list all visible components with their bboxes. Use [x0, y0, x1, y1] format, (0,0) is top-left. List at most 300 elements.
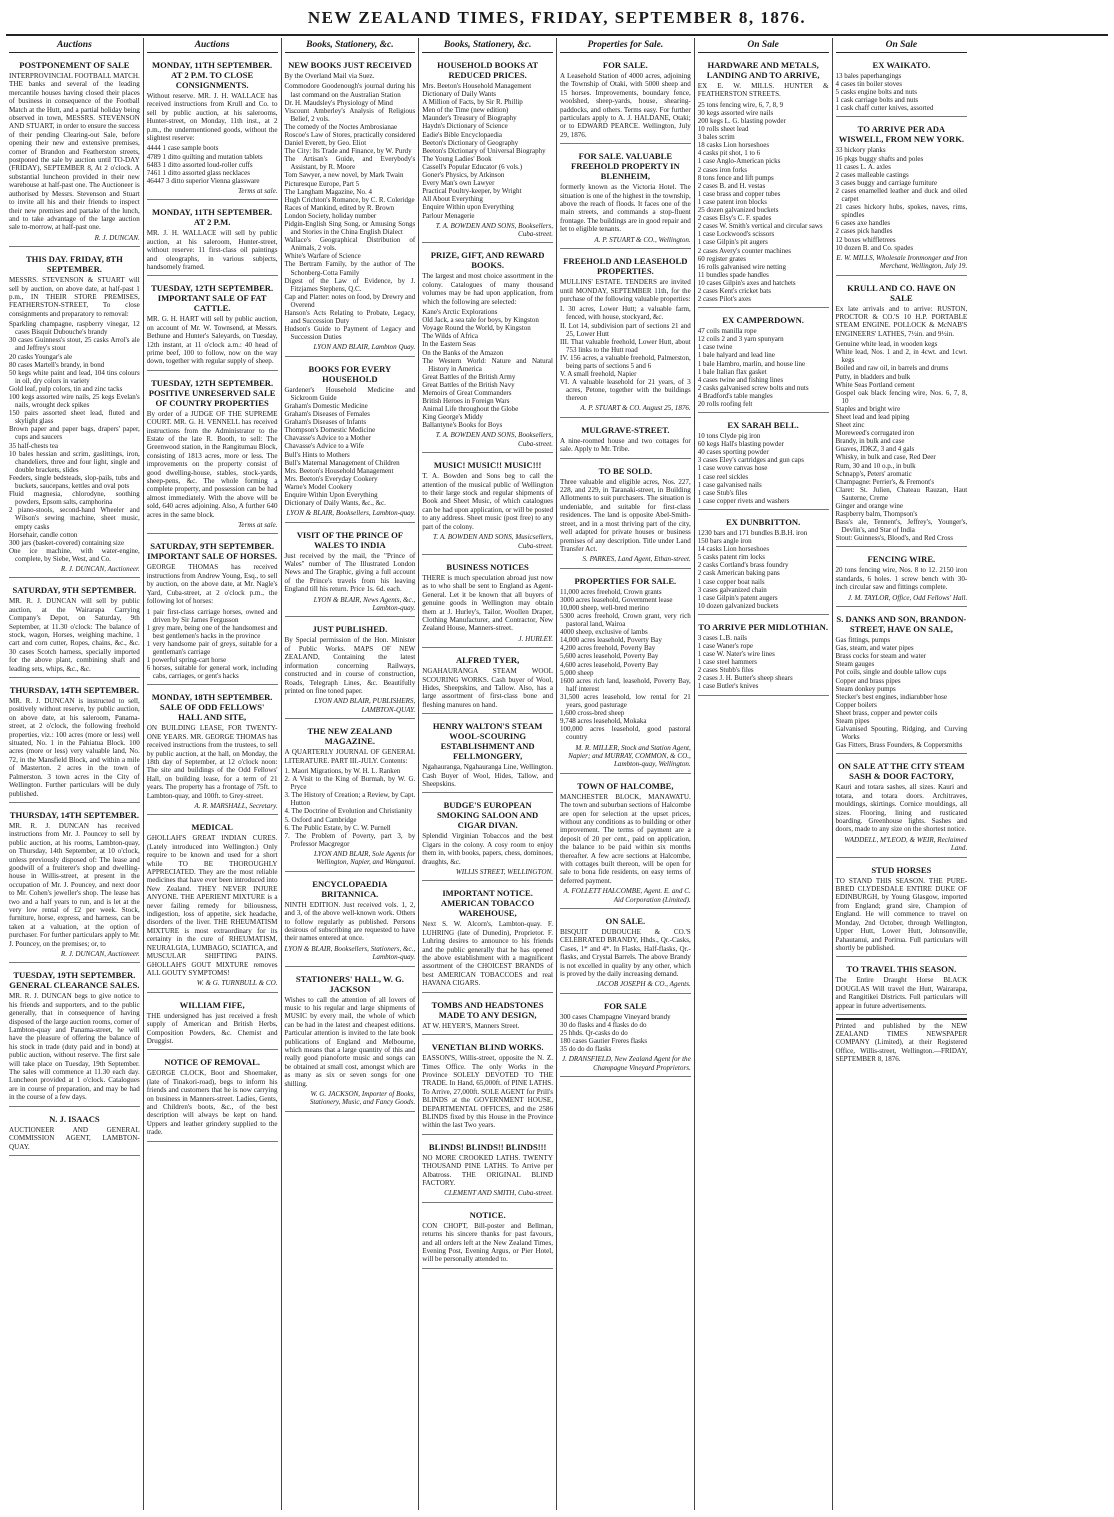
advertisement	[285, 56, 416, 357]
ad-item: 180 cases Gautier Freres flasks	[560, 1037, 648, 1046]
ad-item: The Bertram Family, by the author of The Schonberg-Cotta Family	[284, 260, 416, 277]
ad-item: Kane's Arctic Explorations	[422, 308, 498, 317]
ad-item: Ballantyne's Books for Boys	[422, 421, 503, 430]
ad-item: Warne's Model Cookery	[284, 482, 353, 491]
ad-title: MONDAY, 18TH SEPTEMBER. SALE OF ODD FELLOWS' HALL AND SITE,	[151, 692, 273, 723]
advertisement	[9, 250, 140, 578]
ad-item: 80 cases Martell's brandy, in bond	[9, 360, 105, 369]
ad-title: TOMBS AND HEADSTONES MADE TO ANY DESIGN,	[431, 999, 544, 1020]
ad-item: 7. The Problem of Poverty, part 3, by Professor Macgregor	[284, 831, 416, 848]
ad-body: MR. R. J. DUNCAN will sell by public auction, at the Wairarapa Carrying Company's Depot, on Saturday, 9th September, at 11.30 o'clock: The balance of stock, wagon, Horses, weighing machine, 1 cart and corn cutter, Ropes, chains, &c., &c. 30 cases Scotch harness, specially imported for the above plant, combining shaft and leading sets, whips, &c., &c.	[9, 597, 140, 673]
advertisement	[560, 912, 691, 994]
ad-item: 1 case Waner's rope	[697, 641, 753, 650]
ad-item: 1 case galvanised nails	[697, 480, 762, 489]
ad-item: Steam gauges	[835, 660, 875, 669]
ad-item: All About Everything	[422, 195, 483, 204]
ad-item: The Langham Magazine, No. 4	[284, 187, 372, 196]
ad-item: Beeton's Dictionary of Geography	[422, 138, 519, 147]
ad-title: KRULL AND CO. HAVE ON SALE	[847, 282, 956, 303]
ad-item: Sparkling champagne, raspberry vinegar, 12 cases Bisquit Dubouche's brandy	[9, 320, 140, 337]
advertisement	[147, 688, 278, 815]
ad-item: Whisky, in bulk and case, Red Deer	[835, 453, 936, 462]
ad-item: Brown paper and paper bags, drapers' paper, cups and saucers	[9, 425, 140, 442]
ad-item: Enquire Within Upon Everything	[284, 491, 378, 500]
ad-item-list	[285, 82, 416, 341]
ad-item: 6. The Public Estate, by C. W. Purnell	[284, 823, 391, 832]
ad-item: White's Warfare of Science	[284, 252, 361, 261]
advertisement	[836, 861, 968, 958]
ad-item: Chavasse's Advice to a Mother	[284, 434, 371, 443]
ad-item-list	[560, 1013, 691, 1053]
ad-item: 30 cases Guinness's stout, 25 casks Arrol's ale and Jeffrey's stout	[9, 336, 140, 353]
ad-item: Gas Fitters, Brass Founders, & Coppersmiths	[835, 741, 963, 750]
ad-item: VI. A valuable leasehold for 21 years, of 3 acres, Petone, together with the buildings thereon	[560, 378, 691, 403]
ad-item: 5. Oxford and Cambridge	[284, 815, 357, 824]
ad-signature: M. R. MILLER, Stock and Station Agent, Napier; and MURRAY, COMMON, & CO., Lambton-quay, Wellington.	[568, 743, 691, 769]
advertisement	[285, 360, 416, 523]
ad-item: Great Battles of the British Navy	[422, 380, 515, 389]
ad-item: 11,000 acres freehold, Crown grants	[560, 587, 662, 596]
ad-title: EX DUNBRITTON.	[725, 516, 801, 527]
ad-title: THURSDAY, 14TH SEPTEMBER.	[9, 685, 139, 696]
ad-title: STATIONERS' HALL, W. G. JACKSON	[295, 973, 404, 994]
ad-item: 2 cases Pilot's axes	[697, 295, 751, 304]
ad-item: 14,000 acres leasehold, Poverty Bay	[560, 636, 662, 645]
ad-item: Eadie's Bible Encyclopaedia	[422, 130, 503, 139]
ad-title: POSTPONEMENT OF SALE	[19, 60, 130, 70]
ad-item-list	[560, 305, 691, 402]
ad-item: Gas fittings, pumps	[835, 636, 891, 645]
advertisement	[285, 875, 416, 967]
ad-item: Maunder's Treasury of Biography	[422, 114, 517, 123]
ad-item: 2 cases Kent's cricket bats	[697, 286, 771, 295]
ad-body: NINTH EDITION. Just received vols. 1, 2, and 3, of the above well-known work. Others to follow regularly as published. Persons desirous of subscribing are requested to have their names entered at once.	[284, 900, 416, 943]
ad-item: 1 case Anglo-American picks	[697, 157, 781, 166]
ad-signature: WADDELL, M'LEOD, & WEIR, Reclaimed Land.	[844, 835, 968, 853]
advertisement	[147, 374, 278, 535]
column-6	[695, 38, 833, 1510]
ad-title: ON SALE AT THE CITY STEAM SASH & DOOR FACTORY,	[838, 761, 965, 782]
ad-title: WILLIAM FIFE,	[179, 999, 245, 1010]
ad-item: Tom Sawyer, a new novel, by Mark Twain	[284, 171, 404, 180]
column-3	[282, 38, 420, 1510]
ad-item: 100,000 acres leasehold, good pastoral country	[560, 725, 691, 742]
ad-body: MULLINS' ESTATE. TENDERS are invited until MONDAY, SEPTEMBER 11th, for the purchase of the following valuable properties:	[560, 278, 691, 303]
ad-body: MR. R. J. DUNCAN is instructed to sell, positively without reserve, by public auction, on above date, at his saleroom, Panama-street, at 2 o'clock, the following freehold properties, viz.: 100 acres (more or less) well situated, No. 1 in the Pahiatua Block. 100 acres (more or less) very valuable land, No. 72, in the Mansfield Block, and within a mile of Masterton. 2 acres in the town of Palmerston. 3 town acres in the City of Wellington. Further particulars will be duly published.	[9, 697, 140, 798]
column-header: Properties for Sale.	[560, 40, 691, 53]
ad-title: THE NEW ZEALAND MAGAZINE.	[307, 726, 393, 747]
advertisement	[147, 818, 278, 992]
ad-item: 1 case Butler's knives	[697, 682, 759, 691]
ad-item: Feeders, single bedsteads, slop-pails, tubs and buckets, saucepans, kettles and oval pots	[9, 473, 140, 491]
ad-item: Bull's Maternal Management of Children	[284, 458, 400, 467]
ad-signature: T. A. BOWDEN AND SONS, Booksellers, Cuba-street.	[435, 221, 553, 238]
ad-item: 4444 1 case sample boots	[146, 144, 219, 153]
ad-item: Bass's ale, Tennent's, Jeffrey's, Younger's, Devlin's, and Star of India	[835, 518, 968, 535]
ad-item: Hugh Crichton's Romance, by C. R. Coleridge	[284, 195, 415, 204]
ad-item: 1 case Stub's files	[697, 488, 748, 497]
ad-item: 1. Maori Migrations, by W. H. L. Ranken	[284, 766, 401, 775]
ad-body: T. A. Bowden and Sons beg to call the attention of the musical public of Wellington to their large stock and regular shipments of Book and Sheet Music, of which catalogues can be had upon application, or will be posted to any address. Sheet music (post free) to any part of the colony.	[422, 472, 553, 531]
ad-item: 31,500 acres leasehold, low rental for 21 years, good pasturage	[560, 692, 691, 710]
ad-item: Guaves, JDKZ, 3 and 4 gals	[835, 445, 915, 454]
ad-item: Mrs. Beeton's Household Management	[284, 466, 394, 475]
ad-item: 2 piano-stools, second-hand Wheeler and Wilson's sewing machine, sheet music, empty casks	[9, 506, 140, 531]
ad-item: 25 tons fencing wire, 6, 7, 8, 9	[697, 100, 784, 109]
ad-item: Ginger and orange wine	[835, 502, 903, 510]
ad-signature: W. & G. TURNBULL & CO.	[196, 979, 278, 988]
ad-body: GEORGE THOMAS has received instructions from Andrew Young, Esq., to sell by auction, on the above date, at Mr. Nagle's Yard, Cuba-street, at 2 o'clock p.m., the following lot of horses:	[146, 563, 278, 606]
ad-item: White Seas Portland cement	[835, 380, 915, 389]
ad-item: 1 pair first-class carriage horses, owned and driven by Sir James Fergusson	[146, 607, 278, 624]
ad-item: 8 tons fence and lift pumps	[697, 173, 774, 182]
ad-item: 25 hhds. Qr-casks do do	[560, 1029, 628, 1038]
advertisement	[422, 796, 553, 881]
ad-item: In the Eastern Seas	[422, 340, 476, 349]
ad-item: 10 bales hessian and scrim, gaslittings, iron, chandeliers, three and four light, single and double brackets, slides	[9, 449, 140, 474]
ad-signature: JACOB JOSEPH & CO., Agents.	[596, 980, 691, 989]
advertisement	[698, 513, 829, 615]
ad-item: 1 bale Italian flax gasket	[697, 367, 767, 376]
ad-item: Brandy, in bulk and case	[835, 437, 905, 446]
ad-item: 6483 1 ditto assorted loud-roller cuffs	[146, 160, 253, 169]
ad-item: Fluid magnesia, chlorodyne, soothing powders, Epsom salts, camphorina	[9, 490, 140, 507]
ad-item: 2 cases pick handles	[835, 227, 893, 236]
ad-body: A QUARTERLY JOURNAL OF GENERAL LITERATURE. PART III.-JULY. Contents:	[284, 748, 416, 765]
ad-item: 1 case copper rivets and washers	[697, 496, 790, 505]
ad-item: Schnapp's, Peters' aromatic	[835, 469, 912, 478]
ad-title: TO TRAVEL THIS SEASON.	[846, 964, 957, 975]
ad-item: 2 cases B. and H. vestas	[697, 181, 766, 190]
column-header: Books, Stationery, &c.	[422, 40, 553, 53]
ad-title: HENRY WALTON'S STEAM WOOL-SCOURING ESTABLISHMENT AND FELLMONGERY,	[432, 721, 543, 762]
ad-item: Pot coils, single and double tallow cups	[835, 668, 947, 677]
ad-item: 2 cases W. Smith's vertical and circular saws	[697, 222, 823, 231]
ad-item: Pidgin-English Sing Song, or Amusing Songs and Stories in the China English Dialect	[284, 220, 416, 237]
ad-signature: LYON & BLAIR, News Agents, &c., Lambton-quay.	[313, 595, 416, 613]
ad-item: Horsehair, candle cotton	[9, 530, 78, 539]
ad-signature: T. A. BOWDEN AND SONS, Musicsellers, Cuba-street.	[432, 533, 553, 550]
ad-signature: R. J. DUNCAN.	[94, 233, 140, 242]
ad-title: TO ARRIVE PER ADA WISWELL, FROM NEW YORK.	[838, 124, 965, 145]
ad-item-list	[560, 588, 691, 742]
advertisement	[422, 884, 553, 992]
ad-title: HOUSEHOLD BOOKS AT REDUCED PRICES.	[437, 60, 539, 80]
ad-item: 4,600 acres leasehold, Poverty Bay	[560, 660, 659, 669]
ad-item: The comedy of the Noctes Ambrosianae	[284, 122, 398, 131]
ad-item: 150 bars angle iron	[697, 537, 752, 546]
ad-item: Daniel Everett, by Geo. Eliot	[284, 139, 367, 148]
advertisement	[285, 970, 416, 1112]
ad-item: Hudson's Guide to Payment of Legacy and Succession Duties	[284, 325, 416, 342]
ad-item: 16 rolls galvanised wire netting	[697, 262, 787, 271]
ad-item: 6 horses, suitable for general work, including cabs, carriages, or gent's hacks	[146, 664, 278, 681]
ad-item: 4000 sheep, exclusive of lambs	[560, 628, 648, 637]
ad-item: 2 cases malleable castings	[835, 170, 909, 179]
ad-item: Gospel oak black fencing wire, Nos. 6, 7, 8, 10	[835, 388, 968, 405]
advertisement	[285, 526, 416, 618]
column-header: On Sale	[836, 40, 968, 53]
ad-body: Splendid Virginian Tobaccos and the best Cigars in the colony. A cosy room to enjoy them in, with books, papers, chess, dominoes, draughts, &c.	[422, 832, 553, 866]
ad-item: 60 kegs Hall's blasting powder	[697, 440, 784, 449]
ad-signature: LYON AND BLAIR, Sole Agents for Wellington, Napier, and Wanganui.	[313, 849, 416, 867]
ad-item: Goner's Physics, by Atkinson	[422, 171, 505, 180]
ad-item-list	[147, 144, 278, 184]
ad-title: BOOKS FOR EVERY HOUSEHOLD	[308, 363, 392, 384]
ad-title: EX CAMPERDOWN.	[722, 315, 804, 326]
ad-item: 5,000 sheep	[560, 668, 594, 677]
ad-body: GHOLLAH'S GREAT INDIAN CURES. (Lately introduced into Wellington.) Only require to be known and used for a short while TO BE THOROUGHLY APPRECIATED. They are the most reliable medicines that have ever been introduced into New Zealand. THEY NEVER INJURE ANYONE. THE APERIENT MIXTURE is a never failing remedy for biliousness, indigestion, loss of appetite, sick headache, disorders of the liver. THE RHEUMATISM MIXTURE is most extraordinary for its certainty in the cure of RHEUMATISM, NEURALGIA, LUMBAGO, SCIATICA, and MUSCULAR SHIFTING PAINS. GHOLLAH'S GOUT MIXTURE removes ALL GOUTY SYMPTOMS!	[146, 834, 278, 977]
ad-item: 12 boxes whiffletrees	[835, 235, 896, 244]
ad-item: 5 casks engine bolts and nuts	[835, 88, 917, 97]
advertisement	[560, 572, 691, 774]
advertisement	[422, 56, 553, 243]
ad-title: N. J. ISAACS	[49, 1113, 100, 1124]
ad-item-list	[147, 608, 278, 681]
advertisement	[560, 147, 691, 249]
advertisement	[147, 203, 278, 276]
ad-title: S. DANKS AND SON, BRANDON-STREET, HAVE ON SALE,	[836, 614, 967, 635]
ad-body: MR. R. J. DUNCAN begs to give notice to his friends and supporters, and to the public generally, that in consequence of having disposed of the large auction rooms, corner of Lambton-quay and Panama-street, he will have the pleasure of offering the balance of his stock in trade (duty paid and in bond) at public auction, without reserve. The first sale will take place on Tuesday, 19th September. The sales will commence at 11.30 each day. Luncheon provided at 1 o'clock. Catalogues are in course of preparation, and may be had in the course of a few days.	[9, 992, 140, 1102]
ad-item: 60 register grates	[697, 254, 746, 263]
printer-imprint: Printed and published by the NEW ZEALAND TIMES NEWSPAPER COMPANY (Limited), at their Registered Office, Willis-street, Wellington.—FRIDAY, SEPTEMBER 8, 1876.	[836, 1018, 968, 1063]
advertisement	[560, 462, 691, 569]
ad-item: Dr. H. Maudsley's Physiology of Mind	[284, 98, 393, 107]
advertisement	[560, 252, 691, 418]
ad-title: FOR SALE	[604, 1000, 647, 1011]
advertisement	[147, 1053, 278, 1141]
ad-item: 1230 bars and 171 bundles B.B.H. iron	[697, 528, 808, 537]
column-header: Auctions	[147, 40, 278, 53]
ad-item: 35 do do do flasks	[560, 1045, 612, 1054]
ad-title: TUESDAY, 19TH SEPTEMBER. GENERAL CLEARANCE SALES.	[9, 970, 140, 991]
ad-item: Champagne: Perrier's, & Fremont's	[835, 477, 935, 486]
ad-item: Genuine white lead, in wooden kegs	[835, 340, 938, 349]
ad-item: Animal Life throughout the Globe	[422, 405, 519, 414]
advertisement	[9, 681, 140, 803]
ad-item: Practical Poultry-keeper, by Wright	[422, 187, 522, 196]
ad-item: Roscoe's Law of Stores, practically considered	[284, 130, 416, 139]
ad-item: 1 case Lockwood's scissors	[697, 230, 775, 239]
ad-body: EASSON'S, Willis-street, opposite the N. Z. Times Office. The only Works in the Province SOLELY DEVOTED TO THE TRADE. In Hand, 65,000ft. of PINE LATHS. To Arrive, 27,000ft. SOLE AGENT for Prill's BLINDS at the GOVERNMENT HOUSE, DEPARTMENTAL OFFICES, and the 2586 BLINDS fixed by this House in the Province within the last Two years.	[422, 1054, 553, 1130]
ad-item: 2 casks Cortland's brass foundry	[697, 561, 789, 570]
ad-item: Beeton's Dictionary of Universal Biography	[422, 146, 546, 155]
ad-item: Graham's Diseases of Females	[284, 410, 370, 419]
ad-item: Graham's Domestic Medicine	[284, 402, 368, 410]
ad-item: I. 30 acres, Lower Hutt; a valuable farm, fenced, with house, stockyard, &c.	[560, 305, 691, 322]
ad-title: FOR SALE.	[602, 60, 648, 70]
ad-item: Dictionary of Daily Wants, &c., &c.	[284, 499, 386, 508]
ad-body: Ex late arrivals and to arrive: RUSTON, PROCTOR & CO.'S 10 H.P. PORTABLE STEAM ENGINE. POLLOCK & McNAB'S ENGINEERS' LATHES, 7½in. and 9½in.	[835, 304, 968, 338]
ad-item: 50 kegs white paint and lead, 104 tins colours in oil, dry colors in variety	[9, 368, 140, 385]
ad-item: 5,600 acres leasehold, Poverty Bay	[560, 652, 659, 661]
ad-title: MULGRAVE-STREET.	[581, 424, 670, 435]
ad-signature: A. P. STUART & CO. August 25, 1876.	[580, 404, 691, 413]
ad-item: 1 cask carriage bolts and nuts	[835, 96, 919, 105]
advertisement	[422, 456, 553, 555]
advertisement	[698, 618, 829, 696]
ad-signature: W. G. JACKSON, Importer of Books, Stationery, Music, and Fancy Goods.	[309, 1090, 416, 1107]
ad-item: 2 cases iron forks	[697, 165, 747, 174]
ad-item: II. Lot 14, subdivision part of sections 21 and 25, Lower Hutt	[560, 321, 691, 338]
ad-body: By Special permission of the Hon. Minister of Public Works. MAPS OF NEW ZEALAND, Containing the latest information concerning Railways, constructed and in course of construction, Roads, Telegraph Lines, &c. Beautifully printed on fine toned paper.	[284, 636, 416, 695]
ad-item: 16 pkgs buggy shafts and poles	[835, 154, 924, 163]
ad-item: 11 cases L. A. axles	[835, 162, 891, 171]
ad-item: Sheet zinc	[835, 421, 865, 430]
ad-item: Parlour Menagerie	[422, 211, 475, 220]
ad-body: BISQUIT DUBOUCHE & CO.'S CELEBRATED BRANDY, Hhds., Qr.-Casks, Cases, 1* and 4*. In Flasks, Half-flasks, Qr.-flasks, and Crystal Barrels. The above Brandy is not excelled in quality by any other, which is proved by the daily increasing demand.	[560, 928, 691, 979]
ad-body: Ngahauranga, Ngahauranga Line, Wellington. Cash Buyer of Wool, Hides, Tallow, and Sheepskins.	[422, 763, 553, 788]
ad-item: 40 cases sporting powder	[697, 448, 769, 457]
ad-item: 4 casks pit shot, 1 to 6	[697, 149, 761, 158]
ad-body: MR. J. H. WALLACE will sell by public auction, at his saleroom, Hunter-street, without reserve: 11 first-class oil paintings and oleographs, in various subjects, handsomely framed.	[146, 229, 278, 271]
ad-title: THURSDAY, 14TH SEPTEMBER.	[9, 809, 139, 820]
ad-item-list	[422, 308, 553, 429]
advertisement	[9, 1110, 140, 1156]
ad-item: 3 bales scrim	[697, 133, 735, 142]
ad-item-list	[698, 432, 829, 505]
ad-body: By order of a JUDGE OF THE SUPREME COURT. MR. G. H. VENNELL has received instructions from the Administrator to the Estate of the late R. Booth, to sell: The Greenwood station, in the Rangitumau Block, consisting of 1813 acres, more or less. The improvements on the property consist of good dwelling-house, stables, stock-yards, sheep-pens, &c. The whole forming a complete property, and possession can be had almost immediately. With the above will be sold, 640 acres adjoining. Also, A further 640 acres in the same block.	[146, 409, 278, 519]
advertisement	[836, 610, 968, 754]
advertisement	[836, 120, 968, 275]
ad-item: 1 case steel hammers	[697, 658, 758, 667]
advertisement	[422, 1138, 553, 1203]
ad-item-list	[698, 101, 829, 303]
ad-signature: WILLIS STREET, WELLINGTON.	[455, 868, 553, 877]
ad-signature: J. DRANSFIELD, New Zealand Agent for the Champagne Vineyard Proprietors.	[562, 1055, 691, 1072]
ad-item: 33 hickory planks	[835, 146, 886, 155]
ad-body: MR. R. J. DUNCAN has received instructions from Mr. J. Pouncey to sell by public auction, at his rooms, Lambton-quay, on Thursday, 14th September, at 10 o'clock, unless previously disposed of: The lease and goodwill of a fruiterer's shop and dwelling-house in Willis-street, at present in the occupation of Mr. J. Pouncey, and next door to Mr. Cohen's jeweller's shop. The lease has two and a half years to run, and is let at the very low rental of £2 per week. Stock, furniture, horse, express, and harness, can be taken at a valuation, at the option of purchaser. For further particulars apply to Mr. J. Pouncey, on the premises; or, to	[9, 821, 140, 948]
ad-body: A Leasehold Station of 4000 acres, adjoining the Township of Otaki, with 5000 sheep and 15 horses. Improvements, boundary fence, woolshed, sheep-yards, house, shearing-paddocks, and others. Terms easy. For further particulars apply to A. J. HALDANE, Otaki; or to EDWARD PEARCE. Wellington, July 29, 1876.	[560, 72, 691, 139]
ad-title: MEDICAL	[191, 822, 233, 833]
ad-title: EX WAIKATO.	[872, 60, 931, 70]
ad-item: 4 cases twine and fishing lines	[697, 375, 784, 384]
ad-item: 20 rolls roofing felt	[697, 400, 753, 408]
ad-signature: S. PARKES, Land Agent, Ethan-street.	[582, 555, 691, 564]
ad-body: 20 tons fencing wire, Nos. 8 to 12. 2150 iron standards, 6 holes. 1 screw bench with 30-inch circular saw and fittings complete.	[835, 566, 968, 592]
ad-body: EX E. W. MILLS. HUNTER & FEATHERSTON STREETS.	[697, 82, 829, 99]
ad-item-list	[836, 340, 968, 542]
ad-item-list	[285, 386, 416, 507]
ad-item: 3 cases buggy and carriage furniture	[835, 178, 938, 187]
ad-item: 3 cases Eley's cartridges and gun caps	[697, 456, 804, 465]
ad-item: Boiled and raw oil, in barrels and drums	[835, 364, 949, 373]
ad-body: Kauri and totara sashes, all sizes. Kauri and totara, and totara doors. Architraves, mouldings, skirtings. Cornice mouldings, all sizes. Flooring, lining and rusticated boarding. Greenhouse lights. Sashes and doors, made to any size on the shortest notice.	[835, 783, 968, 834]
ad-item: 100 kegs assorted wire nails, 25 kegs Evelan's nails, wrought deck spikes	[9, 393, 140, 410]
ad-item: Steam pipes	[835, 717, 870, 726]
ad-signature: A. P. STUART & CO., Wellington.	[594, 235, 691, 244]
advertisement	[422, 558, 553, 648]
ad-item: 47 coils manilla rope	[697, 327, 757, 336]
ad-title: ENCYCLOPAEDIA BRITANNICA.	[312, 878, 388, 899]
ad-title: THIS DAY. FRIDAY, 8TH SEPTEMBER.	[25, 254, 123, 275]
ad-title: NOTICE OF REMOVAL.	[164, 1057, 260, 1068]
ad-body: TO STAND THIS SEASON. THE PURE-BRED CLYDESDALE ENTIRE DUKE OF EDINBURGH, by Young Glasgow, imported from England; grand sire, Champion of England. He will commence to travel on Monday, 2nd October, through Wellington, Upper Hutt, Lower Hutt, Johnsonville, Pahautanui, and Porirua. Full particulars will shortly be published.	[835, 876, 968, 952]
ad-item: 10 cases Gilpin's axes and hatchets	[697, 278, 796, 287]
advertisement	[422, 1206, 553, 1269]
ad-item: Cap and Platter: notes on food, by Drewry and Overend	[284, 292, 416, 309]
ad-item: 1 grey mare, being one of the handsomest and best gentlemen's hacks in the province	[146, 623, 278, 640]
ad-title: STUD HORSES	[871, 864, 932, 875]
advertisement	[698, 416, 829, 510]
advertisement	[422, 717, 553, 793]
column-2	[144, 38, 282, 1510]
advertisement	[422, 246, 553, 453]
ad-item: 1,600 cross-bred sheep	[560, 709, 625, 718]
ad-signature: R. J. DUNCAN, Auctioneer.	[60, 950, 140, 958]
ad-body: GEORGE CLOCK, Boot and Shoemaker, (late of Tinakori-road), begs to inform his friends and customers that he is now carrying on business in Manners-street. Ladies, Gents, and Children's boots, &c., of the best description will always be kept on hand. Uppers and leather grindery supplied to the trade.	[146, 1069, 278, 1137]
ad-item: 7461 1 ditto assorted glass necklaces	[146, 168, 250, 177]
ad-title: PROPERTIES FOR SALE.	[574, 575, 677, 586]
ad-body: NO MORE CROOKED LATHS. TWENTY THOUSAND PINE LATHS. To Arrive per Albatross. THE ORIGINAL BLIND FACTORY.	[422, 1153, 553, 1187]
ad-item: Galvanised Spouting, Ridging, and Curving Works	[835, 725, 968, 742]
ad-title: MUSIC! MUSIC!! MUSIC!!!	[433, 460, 542, 471]
ad-item: 10 dozen B. and Co. spades	[835, 243, 914, 252]
ad-item: Chavasse's Advice to a Wife	[284, 442, 364, 451]
ad-item: 1 case twine	[697, 343, 733, 352]
ad-item: Copper and brass pipes	[835, 676, 901, 685]
ad-item: White lead, Nos. 1 and 2, in 4cwt. and 1cwt. kegs	[835, 348, 968, 365]
ad-body: CON CHOPT, Bill-poster and Bellman, returns his sincere thanks for past favours, and all orders left at the New Zealand Times, Evening Post, Evening Argus, or Pier Hotel, will be personally attended to.	[422, 1221, 553, 1264]
advertisement	[9, 966, 140, 1106]
ad-body: INTERPROVINCIAL FOOTBALL MATCH. THE banks and several of the leading mercantile houses having closed their places of business in consequence of the Football Match at the Hutt, and a partial holiday being observed in town, MESSRS. STEVENSON AND STUART, in order to ensure the success of their pending Clearing-out Sale, before opening their new and extensive premises, corner of Brandon and Featherston streets, postponed the sale by auction until TO-DAY (FRIDAY), SEPTEMBER 8, At 2 o'clock. A substantial luncheon provided in their new warehouse at half-past one. The Auctioneer is authorised by Messrs. Stevenson and Stuart to invite all his and their friends to inspect their new premises and partake of the lunch, and to take advantage of the large auction sale to-morrow, at half-past one.	[9, 72, 140, 232]
ad-item: 1 case copper boat nails	[697, 577, 765, 586]
ad-title: EX SARAH BELL.	[727, 420, 799, 431]
ad-signature: J. M. TAYLOR, Office, Odd Fellows' Hall.	[847, 593, 968, 602]
ad-title: TUESDAY, 12TH SEPTEMBER. POSITIVE UNRESERVED SALE OF COUNTRY PROPERTIES	[148, 377, 276, 408]
ad-item: Steam donkey pumps	[835, 684, 896, 693]
ad-item: 300 cases Champagne Vineyard brandy	[560, 1012, 671, 1021]
ad-title: FENCING WIRE.	[867, 554, 936, 565]
ad-title: MONDAY, 11TH SEPTEMBER. AT 2 P.M.	[152, 207, 273, 228]
ad-body: NGAHAURANGA STEAM WOOL SCOURING WORKS. Cash buyer of Wool, Hides, Sheepskins, and Tallow. Also, has a large assortment of first-class bone and fleshing manures on hand.	[422, 667, 553, 709]
ad-item: 9,748 acres leasehold, Mokaka	[560, 717, 647, 726]
ad-item: V. A small freehold, Napier	[560, 370, 637, 379]
ad-item: 200 kegs L. G. blasting powder	[697, 117, 786, 125]
ad-title: SATURDAY, 9TH SEPTEMBER. IMPORTANT SALE OF HORSES.	[147, 541, 278, 562]
ad-signature: A. R. MARSHALL, Secretary.	[194, 802, 278, 810]
ad-item: 10 rolls sheet lead	[697, 125, 749, 134]
ad-item: Men of the Time (new edition)	[422, 106, 509, 115]
ad-item: 2 casks galvanised screw bolts and nuts	[697, 383, 809, 392]
advertisement	[836, 960, 968, 1015]
ad-signature: LYON AND BLAIR, Lambton Quay.	[313, 343, 416, 352]
ad-body: AT W. HEYER'S, Manners Street.	[422, 1021, 520, 1030]
advertisement	[147, 56, 278, 200]
ad-item: 10,000 sheep, well-bred merino	[560, 603, 649, 612]
ad-item: Graham's Diseases of Infants	[284, 418, 367, 427]
advertisement	[147, 279, 278, 370]
ad-signature: E. W. MILLS, Wholesale Ironmonger and Iron Merchant, Wellington, July 19.	[836, 253, 968, 271]
ad-item: Wallace's Geographical Distribution of Animals, 2 vols.	[284, 236, 416, 253]
ad-item: 5300 acres freehold, Crown grant, very rich pastoral land, Wairoa	[560, 612, 691, 629]
ad-signature: LYON & BLAIR, Booksellers, Lambton-quay.	[286, 509, 416, 518]
ad-title: FREEHOLD AND LEASEHOLD PROPERTIES.	[563, 256, 688, 277]
ad-item: Viscount Amberley's Analysis of Religious Belief, 2 vols.	[284, 106, 416, 123]
ad-item: 1 case Gilpin's pit augers	[697, 238, 768, 247]
ad-item: Mrs. Beeton's Household Management	[422, 82, 532, 90]
ad-item: 1 powerful spring-cart horse	[146, 656, 227, 665]
ad-body: MANCHESTER BLOCK, MANAWATU. The town and suburban sections of Halcombe are open for selection at the upset prices, without any conditions as to building or other improvement. The terms of payment are a deposit of 20 per cent., paid on application, the balance to be paid within six months thereafter. A few acre sections at Halcombe, with cottages built thereon, will be open for sale to bona fide residents, on easy terms of deferred payment.	[560, 792, 691, 885]
ad-item: Memoirs of Great Commanders	[422, 388, 512, 397]
ad-title: JUST PUBLISHED.	[312, 624, 388, 635]
ad-item-list	[285, 767, 416, 848]
ad-item: 1 case Gilpin's patent augers	[697, 593, 778, 602]
ad-item: Old Jack, a sea tale for boys, by Kingston	[422, 316, 539, 325]
ad-item: 1 case reel sickles	[697, 472, 749, 481]
ad-signature: R. J. DUNCAN, Auctioneer.	[60, 564, 140, 573]
ad-title: ON SALE.	[605, 916, 646, 926]
